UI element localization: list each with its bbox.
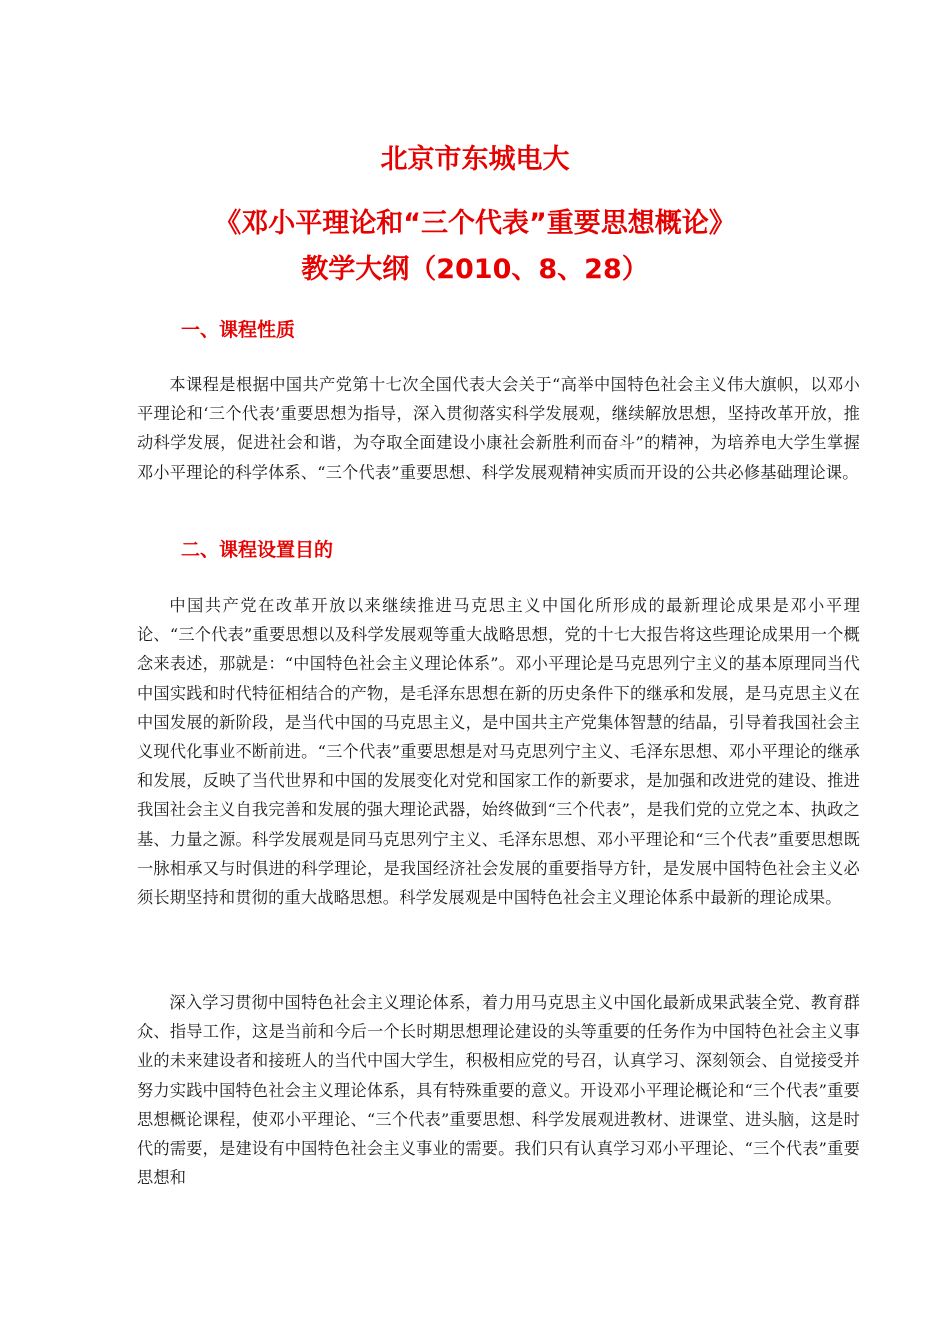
section-heading-course-purpose: 二、课程设置目的 <box>181 539 334 561</box>
paragraph-course-purpose-1: 中国共产党在改革开放以来继续推进马克思主义中国化所形成的最新理论成果是邓小平理论、“三个代表”重要思想以及科学发展观等重大战略思想，党的十七大报告将这些理论成果用一个概念来表述，那就是：“中国特色社会主义理论体系”。邓小平理论是马克思列宁主义的基本原理同当代中国实践和时代特征相结合的产物，是毛泽东思想在新的历史条件下的继承和发展，是马克思主义在中国发展的新阶段，是当代中国的马克思主义，是中国共主产党集体智慧的结晶，引导着我国社会主义现代化事业不断前进。“三个代表”重要思想是对马克思列宁主义、毛泽东思想、邓小平理论的继承和发展，反映了当代世界和中国的发展变化对党和国家工作的新要求，是加强和改进党的建设、推进我国社会主义自我完善和发展的强大理论武器，始终做到“三个代表”，是我们党的立党之本、执政之基、力量之源。科学发展观是同马克思列宁主义、毛泽东思想、邓小平理论和“三个代表”重要思想既一脉相承又与时俱进的科学理论，是我国经济社会发展的重要指导方针，是发展中国特色社会主义必须长期坚持和贯彻的重大战略思想。科学发展观是中国特色社会主义理论体系中最新的理论成果。 <box>137 596 860 908</box>
document-title-course: 《邓小平理论和“三个代表”重要思想概论》 <box>214 208 736 239</box>
paragraph-course-purpose-2: 深入学习贯彻中国特色社会主义理论体系，着力用马克思主义中国化最新成果武装全党、教育群众、指导工作，这是当前和今后一个长时期思想理论建设的头等重要的任务作为中国特色社会主义事业的未来建设者和接班人的当代中国大学生，积极相应党的号召，认真学习、深刻领会、自觉接受并努力实践中国特色社会主义理论体系，具有特殊重要的意义。开设邓小平理论概论和“三个代表”重要思想概论课程，使邓小平理论、“三个代表”重要思想、科学发展观进教材、进课堂、进头脑，这是时代的需要，是建设有中国特色社会主义事业的需要。我们只有认真学习邓小平理论、“三个代表”重要思想和 <box>137 993 860 1188</box>
paragraph-course-nature: 本课程是根据中国共产党第十七次全国代表大会关于“高举中国特色社会主义伟大旗帜，以邓小平理论和‘三个代表’重要思想为指导，深入贯彻落实科学发展观，继续解放思想，坚持改革开放，推动科学发展，促进社会和谐，为夺取全面建设小康社会新胜利而奋斗”的精神，为培养电大学生掌握邓小平理论的科学体系、“三个代表”重要思想、科学发展观精神实质而开设的公共必修基础理论课。 <box>137 375 860 482</box>
document-title-school: 北京市东城电大 <box>380 144 570 175</box>
section-heading-course-nature: 一、课程性质 <box>181 319 296 341</box>
document-title-syllabus-date: 教学大纲（2010、8、28） <box>301 254 649 285</box>
